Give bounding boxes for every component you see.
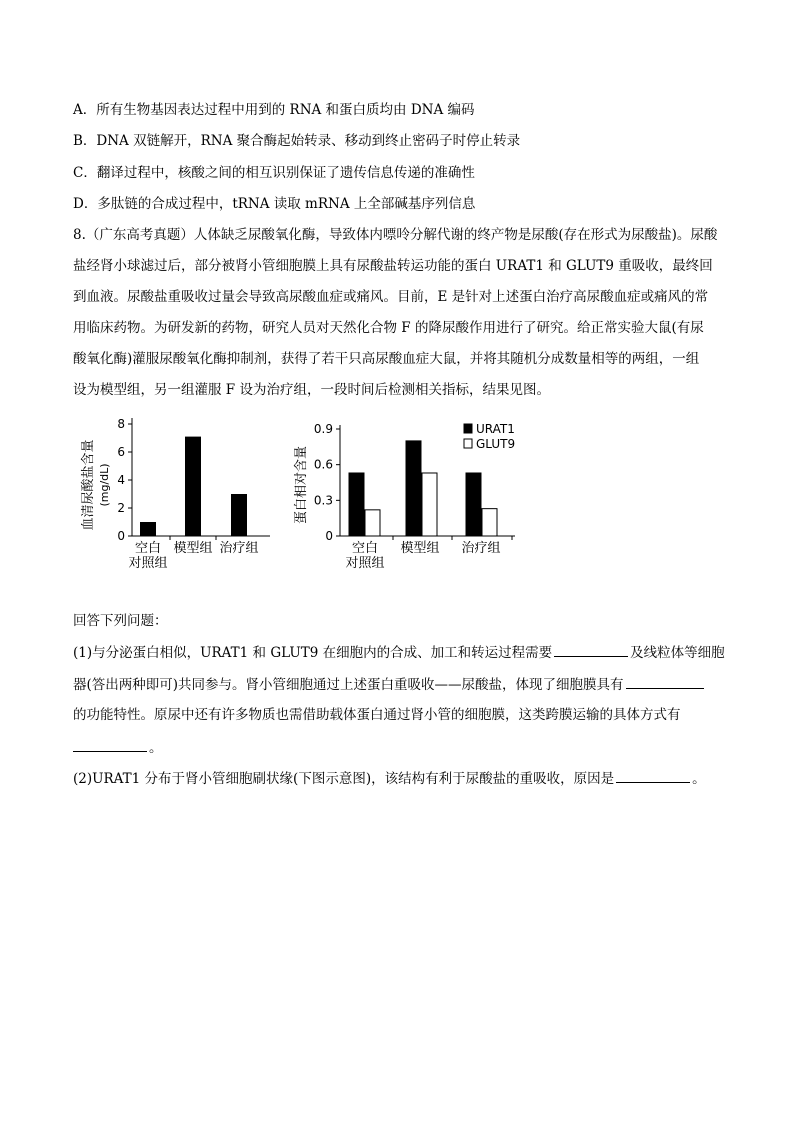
q1-line-4 [73, 737, 733, 758]
q2-text-1a: (2)URAT1 分布于肾小管细胞刷状缘(下图示意图)，该结构有利于尿酸盐的重吸收，原因是 [73, 771, 615, 787]
chart2-ylabel: 蛋白相对含量 [294, 445, 309, 525]
chart1-ylabel-main: 血清尿酸盐含量 [81, 439, 96, 531]
option-d: D．多肽链的合成过程中，tRNA 读取 mRNA 上全部碱基序列信息 [73, 196, 476, 212]
chart2-legend [464, 422, 515, 451]
answer-blank-2[interactable] [626, 674, 704, 689]
chart1-ytick-label: 4 [117, 473, 125, 487]
q1-text-4-end: 。 [149, 740, 163, 756]
chart1-xtick-label: 空白 [134, 541, 162, 556]
answer-blank-3[interactable] [73, 737, 147, 752]
chart1-bar [140, 522, 156, 536]
chart1-bar [231, 494, 247, 536]
chart2-bar-urat1 [406, 441, 421, 536]
q8-line-2: 盐经肾小球滤过后，部分被肾小管细胞膜上具有尿酸盐转运功能的蛋白 URAT1 和 GLUT9 重吸收，最终回 [73, 258, 713, 274]
answer-blank-1[interactable] [554, 642, 628, 657]
option-b: B．DNA 双链解开，RNA 聚合酶起始转录、移动到终止密码子时停止转录 [73, 133, 521, 149]
chart1-ytick-label: 0 [117, 529, 125, 543]
answer-prompt: 回答下列问题： [73, 613, 168, 629]
q8-line-4: 用临床药物。为研发新的药物，研究人员对天然化合物 F 的降尿酸作用进行了研究。给正常实验大鼠(有尿 [73, 320, 704, 336]
q2-line-1 [73, 768, 733, 789]
q8-line-5: 酸氧化酶)灌服尿酸氧化酶抑制剂，获得了若干只高尿酸血症大鼠，并将其随机分成数量相等的两组，一组 [73, 351, 700, 367]
q1-text-2a: 器(答出两种即可)共同参与。肾小管细胞通过上述蛋白重吸收——尿酸盐，体现了细胞膜具有 [73, 677, 624, 693]
option-a: A．所有生物基因表达过程中用到的 RNA 和蛋白质均由 DNA 编码 [73, 102, 475, 118]
chart2-bar-glut9 [422, 473, 437, 536]
q1-text-1a: (1)与分泌蛋白相似，URAT1 和 GLUT9 在细胞内的合成、加工和转运过程需要 [73, 645, 553, 661]
chart2-ytick-label: 0.9 [313, 422, 333, 436]
chart2-xtick-label: 治疗组 [461, 541, 501, 556]
answer-blank-4[interactable] [616, 768, 690, 783]
q2-text-1-end: 。 [692, 771, 706, 787]
chart2-xtick-label: 空白 [351, 541, 379, 556]
q1-line-2 [73, 674, 733, 695]
chart2-bar-urat1 [466, 473, 481, 536]
legend-swatch-glut9 [464, 439, 472, 448]
legend-label-urat1: URAT1 [476, 422, 515, 436]
charts-figure [60, 405, 530, 580]
chart2-bar-glut9 [365, 510, 380, 536]
q1-line-1 [73, 642, 733, 663]
q1-text-1b: 及线粒体等细胞 [630, 645, 725, 661]
chart1-xtick-label: 治疗组 [219, 541, 259, 556]
chart1-ytick-label: 6 [117, 445, 125, 459]
q8-line-6: 设为模型组，另一组灌服 F 设为治疗组，一段时间后检测相关指标，结果见图。 [73, 382, 550, 398]
chart1-bar [185, 437, 201, 536]
chart2-ytick-label: 0 [325, 529, 333, 543]
chart1-xtick-label: 对照组 [128, 556, 168, 571]
legend-label-glut9: GLUT9 [476, 437, 516, 451]
chart2-bar-urat1 [349, 473, 364, 536]
chart2-ytick-label: 0.6 [313, 457, 333, 472]
chart1-ytick-label: 2 [117, 501, 125, 515]
chart2-xtick-label: 对照组 [345, 556, 385, 571]
chart1-ytick-label: 8 [117, 417, 125, 431]
q8-line-1: 8.（广东高考真题）人体缺乏尿酸氧化酶，导致体内嘌呤分解代谢的终产物是尿酸(存在形式为尿酸盐)。尿酸 [73, 227, 718, 243]
q1-line-3: 的功能特性。原尿中还有许多物质也需借助载体蛋白通过肾小管的细胞膜，这类跨膜运输的具体方式有 [73, 707, 681, 723]
chart2-bar-glut9 [482, 509, 497, 536]
chart2-ytick-label: 0.3 [313, 493, 333, 508]
legend-swatch-urat1 [464, 424, 472, 433]
option-c: C．翻译过程中，核酸之间的相互识别保证了遗传信息传递的准确性 [73, 165, 475, 181]
chart1-ylabel-unit: (mg/dL) [98, 463, 111, 507]
chart2-xtick-label: 模型组 [400, 541, 440, 556]
chart-protein [293, 422, 515, 571]
q8-line-3: 到血液。尿酸盐重吸收过量会导致高尿酸血症或痛风。目前，E 是针对上述蛋白治疗高尿酸血症或痛风的常 [73, 289, 709, 305]
chart-uric-acid [80, 417, 270, 571]
chart1-xtick-label: 模型组 [173, 541, 213, 556]
